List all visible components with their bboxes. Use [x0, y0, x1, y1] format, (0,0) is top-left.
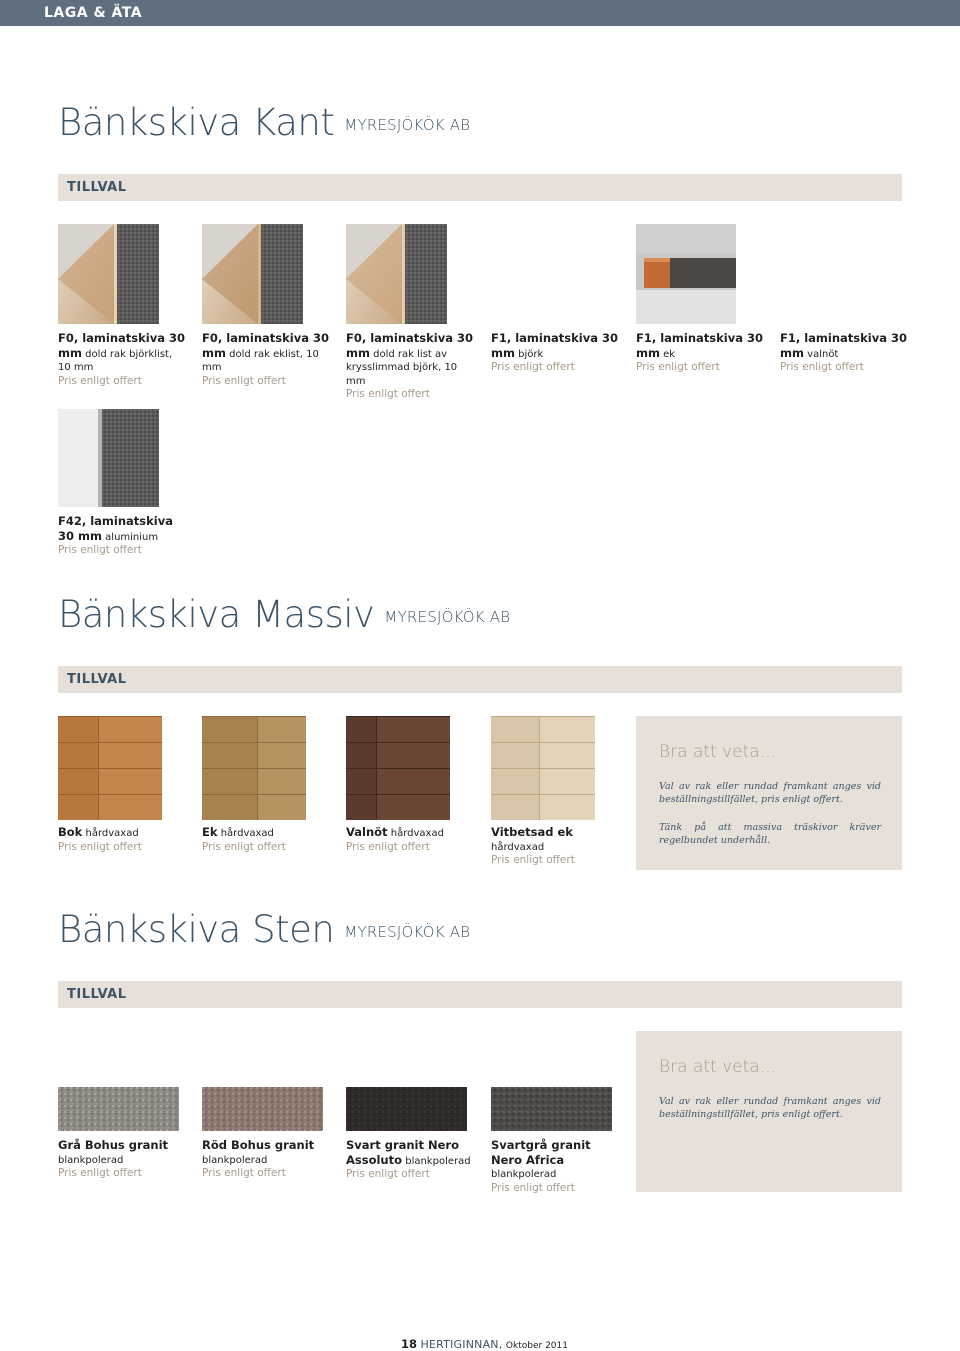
item-price: Pris enligt offert: [346, 1168, 430, 1180]
item-name: Röd Bohus granit: [202, 1138, 315, 1152]
item-name: Bok: [58, 825, 83, 839]
kant-tillval-bar: [58, 174, 902, 201]
item-desc: hårdvaxad: [85, 828, 139, 839]
item-name: F1, laminatskiva 30 mm: [636, 331, 763, 360]
granite-swatch-image: [202, 1087, 323, 1131]
item-price: Pris enligt offert: [491, 1181, 575, 1194]
item-name: F42, laminatskiva 30 mm: [58, 514, 173, 543]
item-desc: dold rak björklist, 10 mm: [58, 348, 173, 373]
item-price: Pris enligt offert: [491, 361, 575, 373]
item-desc: blankpolerad: [405, 1155, 471, 1167]
wood-swatch-image: [58, 716, 162, 820]
sten-tillval-label: TILLVAL: [67, 987, 127, 1002]
sten-info-box: [636, 1031, 902, 1192]
item-name: Svartgrå granit Nero Africa: [491, 1138, 591, 1167]
edge-swatch-image: [346, 224, 447, 324]
item-price: Pris enligt offert: [58, 1167, 142, 1179]
sten-tillval-bar: [58, 981, 902, 1008]
kant-title-text: Bänkskiva Kant: [58, 101, 335, 144]
item-desc: björk: [518, 348, 544, 360]
item-price: Pris enligt offert: [58, 544, 142, 556]
item-desc: ek: [663, 348, 676, 360]
massiv-info-box: [636, 716, 902, 870]
item-name: F0, laminatskiva 30 mm: [202, 331, 329, 360]
granite-swatch-image: [346, 1087, 467, 1131]
item-desc: blankpolerad: [491, 1169, 557, 1180]
section-header-bar: [0, 0, 960, 26]
item-name: F0, laminatskiva 30 mm: [58, 331, 185, 360]
item-desc: aluminium: [105, 531, 159, 543]
kant-title: [58, 101, 470, 144]
massiv-title: [58, 593, 510, 636]
sten-company: MYRESJÖKÖK AB: [344, 922, 471, 941]
sten-title-text: Bänkskiva Sten: [58, 908, 335, 951]
massiv-tillval-label: TILLVAL: [67, 672, 127, 687]
item-name: Vitbetsad ek: [491, 825, 573, 839]
item-name: Grå Bohus granit: [58, 1138, 169, 1152]
item-price: Pris enligt offert: [202, 840, 286, 853]
info-text-2: Tänk på att massiva träskivor kräver regelbundet underhåll.: [659, 822, 881, 846]
item-desc: blankpolerad: [58, 1154, 124, 1166]
item-price: Pris enligt offert: [202, 1167, 286, 1179]
item-name: Ek: [202, 825, 218, 839]
item-desc: dold rak eklist, 10 mm: [202, 348, 319, 373]
page-footer: [401, 1337, 568, 1351]
item-name: F1, laminatskiva 30 mm: [780, 331, 907, 360]
wood-swatch-image: [491, 716, 595, 820]
item-desc: hårdvaxad: [491, 841, 545, 853]
item-desc: blankpolerad: [202, 1154, 268, 1166]
item-desc: dold rak list av krysslimmad björk, 10 mm: [346, 348, 458, 387]
edge-swatch-image: [58, 409, 159, 507]
item-price: Pris enligt offert: [202, 374, 286, 387]
wood-swatch-image: [346, 716, 450, 820]
item-desc: hårdvaxad: [220, 828, 274, 839]
section-label: LAGA & ÄTA: [44, 5, 143, 21]
item-price: Pris enligt offert: [58, 840, 142, 853]
info-text-1: Val av rak eller rundad framkant anges vid beställningstillfället, pris enligt offert.: [659, 781, 881, 805]
item-price: Pris enligt offert: [491, 854, 575, 866]
info-heading: Bra att veta...: [659, 1057, 776, 1077]
item-name: F0, laminatskiva 30 mm: [346, 331, 473, 360]
sten-title: [58, 908, 470, 951]
massiv-title-text: Bänkskiva Massiv: [58, 593, 375, 636]
item-name: Valnöt: [346, 825, 388, 839]
item-price: Pris enligt offert: [346, 840, 430, 853]
item-price: Pris enligt offert: [346, 388, 430, 400]
edge-swatch-image: [636, 224, 736, 324]
massiv-tillval-bar: [58, 666, 902, 693]
page-number: 18: [401, 1337, 418, 1351]
kant-company: MYRESJÖKÖK AB: [344, 115, 471, 134]
item-price: Pris enligt offert: [780, 361, 864, 373]
item-desc: valnöt: [807, 348, 839, 360]
issue-date: Oktober 2011: [505, 1341, 568, 1351]
edge-swatch-image: [202, 224, 303, 324]
massiv-company: MYRESJÖKÖK AB: [384, 607, 511, 626]
item-name: Svart granit Nero Assoluto: [346, 1138, 460, 1167]
edge-swatch-image: [58, 224, 159, 324]
wood-swatch-image: [202, 716, 306, 820]
item-desc: hårdvaxad: [390, 828, 444, 839]
kant-tillval-label: TILLVAL: [67, 180, 127, 195]
magazine-name: HERTIGINNAN,: [420, 1338, 503, 1351]
info-heading: Bra att veta...: [659, 742, 776, 762]
info-text-1: Val av rak eller rundad framkant anges vid beställningstillfället, pris enligt offert.: [659, 1096, 881, 1120]
item-price: Pris enligt offert: [58, 374, 142, 387]
granite-swatch-image: [491, 1087, 612, 1131]
item-name: F1, laminatskiva 30 mm: [491, 331, 618, 360]
item-price: Pris enligt offert: [636, 361, 720, 373]
granite-swatch-image: [58, 1087, 179, 1131]
